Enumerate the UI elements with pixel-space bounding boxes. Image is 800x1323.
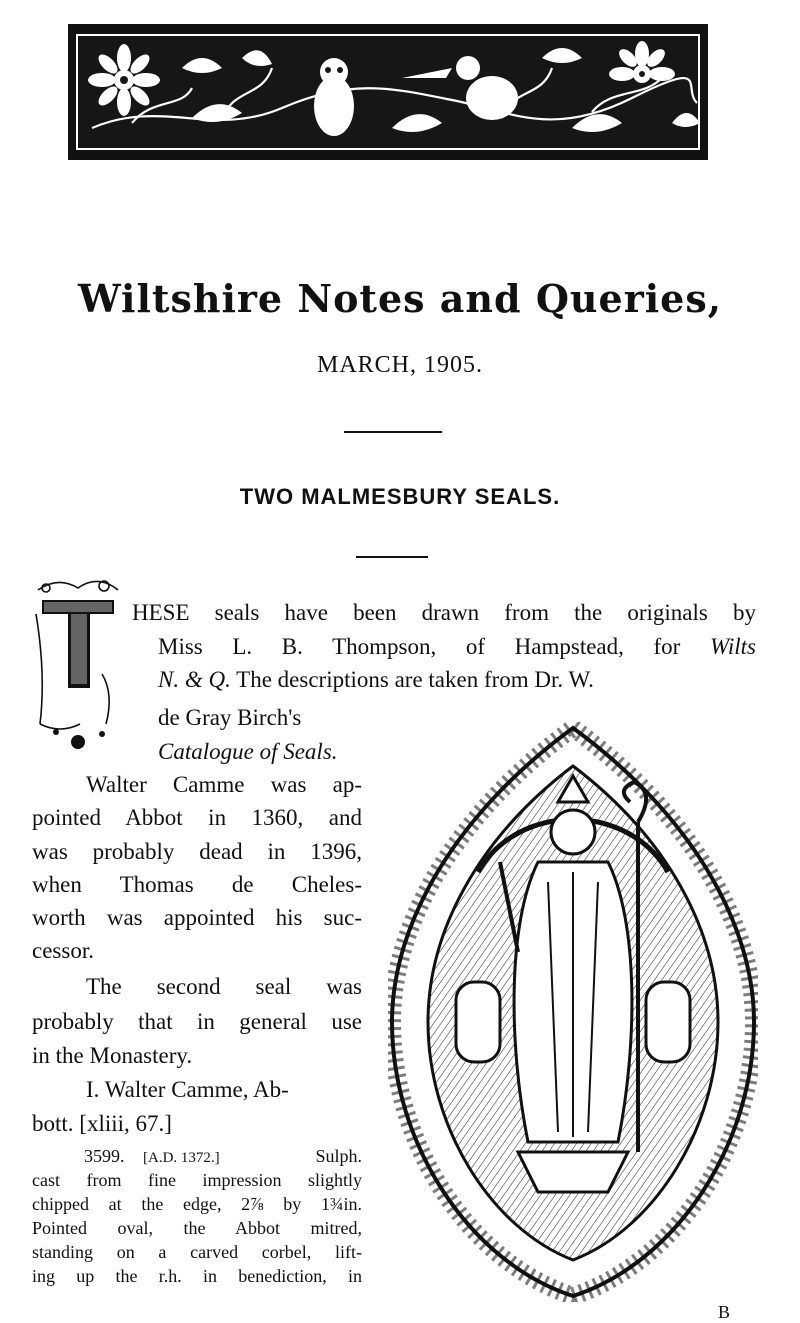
journal-title: Wiltshire Notes and Queries, <box>78 276 722 321</box>
text-line: HESE seals have been drawn from the originals by <box>132 600 756 625</box>
text-italic: N. & Q. <box>158 667 231 692</box>
text-line: ing up the r.h. in benediction, in <box>32 1266 362 1286</box>
article-heading: TWO MALMESBURY SEALS. <box>239 484 561 509</box>
text-italic: Wilts <box>709 634 756 659</box>
text-line: when Thomas de Cheles- <box>32 872 362 897</box>
text-line: The second seal was <box>86 974 362 999</box>
text-line: pointed Abbot in 1360, and <box>32 805 362 830</box>
text-line: standing on a carved corbel, lift- <box>32 1242 362 1262</box>
text-line: cessor. <box>32 938 94 963</box>
text-line: de Gray Birch's <box>158 705 302 730</box>
text-line: chipped at the edge, 2⅞ by 1¾in. <box>32 1194 362 1214</box>
divider <box>356 556 428 558</box>
text-line: I. Walter Camme, Ab- <box>86 1077 289 1102</box>
floral-ornament-icon <box>72 28 704 156</box>
text-line: probably that in general use <box>32 1009 362 1034</box>
issue-date: MARCH, 1905. <box>316 352 484 378</box>
text-line: bott. [xliii, 67.] <box>32 1111 172 1136</box>
text-line: Pointed oval, the Abbot mitred, <box>32 1218 362 1238</box>
text-line: Walter Camme was ap- <box>86 772 362 797</box>
text-line <box>158 631 756 663</box>
text-line <box>158 736 338 768</box>
text-line <box>158 664 594 696</box>
decorated-initial-t-icon <box>32 574 124 760</box>
seal-illustration <box>388 722 758 1302</box>
text-italic: Catalogue of Seals. <box>158 739 338 764</box>
text-line <box>84 1144 362 1170</box>
catalogue-number: 3599. <box>84 1146 125 1166</box>
text-span: Sulph. <box>315 1146 362 1166</box>
text-line: was probably dead in 1396, <box>32 839 362 864</box>
decorative-banner <box>68 24 708 160</box>
text-span: The descriptions are taken from Dr. W. <box>230 667 594 692</box>
text-span: Miss L. B. Thompson, of Hampstead, for <box>158 634 710 659</box>
text-line: in the Monastery. <box>32 1043 193 1068</box>
text-line: cast from fine impression slightly <box>32 1170 362 1190</box>
page-signature: B <box>718 1302 731 1322</box>
date-bracket: [A.D. 1372.] <box>143 1150 220 1166</box>
text-line: worth was appointed his suc- <box>32 905 362 930</box>
divider <box>344 431 442 433</box>
